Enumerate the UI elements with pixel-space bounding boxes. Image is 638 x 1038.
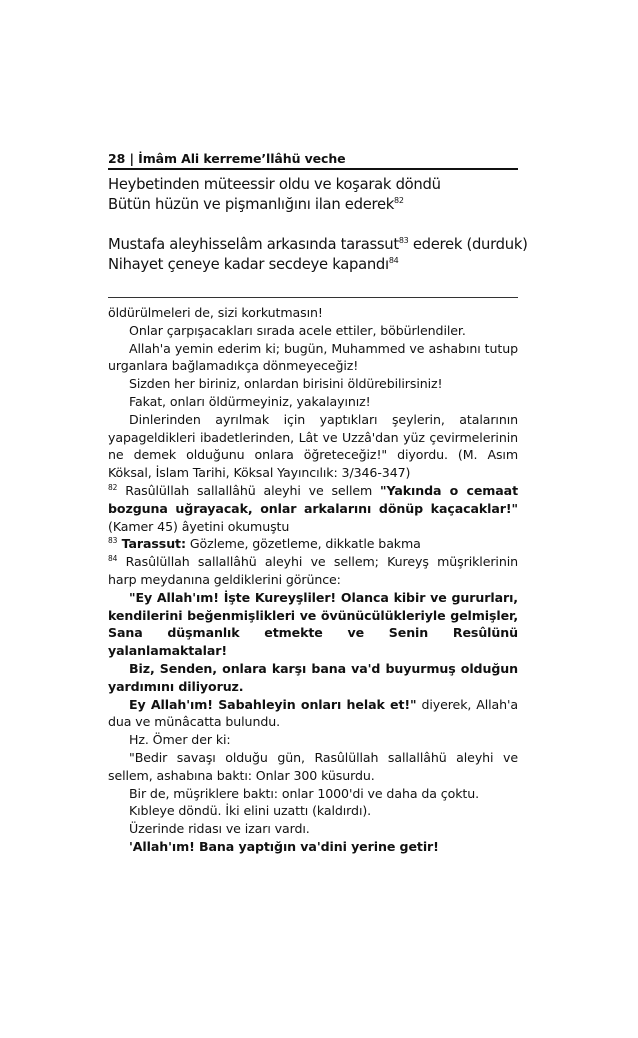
paragraph: Sizden her biriniz, onlardan birisini öldürebilirsiniz! (129, 376, 443, 392)
paragraph: Onlar çarpışacakları sırada acele ettiler, böbürlendiler. (129, 322, 466, 338)
paragraph: Fakat, onları öldürmeyiniz, yakalayınız! (129, 393, 371, 409)
verse-line: Heybetinden müteessir oldu ve koşarak döndü (108, 176, 441, 193)
footnote-ref[interactable]: 82 (394, 196, 404, 206)
footnote-83: $^{83}$ Tarassut: Gözleme, gözetleme, dikkatle bakma (108, 536, 421, 552)
running-header: 28 | İmâm Ali kerreme’llâhü veche (108, 151, 346, 166)
header-rule (108, 168, 518, 170)
paragraph: Kıbleye döndü. İki elini uzattı (kaldırdı). (129, 803, 372, 819)
paragraph: Üzerinde ridası ve izarı vardı. (129, 821, 310, 837)
verse-line: Bütün hüzün ve pişmanlığını ilan ederek$^{82}$ (108, 196, 404, 213)
paragraph: Ey Allah'ım! Sabahleyin onları helak et!" diyerek, Allah'a dua ve münâcatta bulundu. (108, 696, 518, 730)
paragraph: Bir de, müşriklere baktı: onlar 1000'di ve daha da çoktu. (129, 785, 480, 801)
paragraph: Dinlerinden ayrılmak için yaptıkları şeylerin, atalarının yapageldikleri ibadetlerinden, Lât ve Uzzâ'dan yüz çevirmelerinin ne demek olduğunu onlara öğreteceğiz!" diyordu. (M. Asım Köksal, İslam Tarihi, Köksal Yayıncılık: 3/346-347) (108, 411, 518, 481)
footnote-ref[interactable]: 84 (388, 256, 399, 266)
footnote-number: 82 (108, 482, 118, 492)
footnote-separator (108, 297, 518, 298)
quote-bold: "Ey Allah'ım! İşte Kureyşliler! Olanca kibir ve gururları, kendilerini beğenmişlikleri ve övünücülükleriyle gelmişler, Sana düşmanlık etmekte ve Senin Resûlünü yalanlamaktalar! (108, 589, 518, 659)
footnote-ref[interactable]: 83 (398, 236, 409, 246)
verse-line: Mustafa aleyhisselâm arkasında tarassut$^{83}$ ederek (durduk) (108, 236, 528, 253)
paragraph: Allah'a yemin ederim ki; bugün, Muhammed ve ashabını tutup urganlara bağlamadıkça dönmeyeceğiz! (108, 340, 518, 374)
footnote-text (108, 304, 518, 856)
footnote-84: $^{84}$ Rasûlüllah sallallâhü aleyhi ve sellem; Kureyş müşriklerinin harp meydanına geldiklerini görünce: (108, 553, 518, 587)
footnote-82: $^{82}$ Rasûlüllah sallallâhü aleyhi ve sellem "Yakında o cemaat bozguna uğrayacak, onlar arkalarını dönüp kaçacaklar!" (Kamer 45) âyetini okumuştu (108, 482, 518, 534)
quote-bold: Biz, Senden, onlara karşı bana va'd buyurmuş olduğun yardımını diliyoruz. (108, 660, 518, 694)
footnote-number: 84 (108, 553, 118, 563)
verse-line: Nihayet çeneye kadar secdeye kapandı$^{84}$ (108, 256, 399, 273)
footnote-number: 83 (108, 536, 118, 546)
paragraph: öldürülmeleri de, sizi korkutmasın! (108, 305, 323, 320)
paragraph: Hz. Ömer der ki: (129, 732, 231, 748)
paragraph: "Bedir savaşı olduğu gün, Rasûlüllah sallallâhü aleyhi ve sellem, ashabına baktı: Onlar 300 küsurdu. (108, 749, 518, 783)
quote-bold: 'Allah'ım! Bana yaptığın va'dini yerine getir! (129, 838, 439, 854)
